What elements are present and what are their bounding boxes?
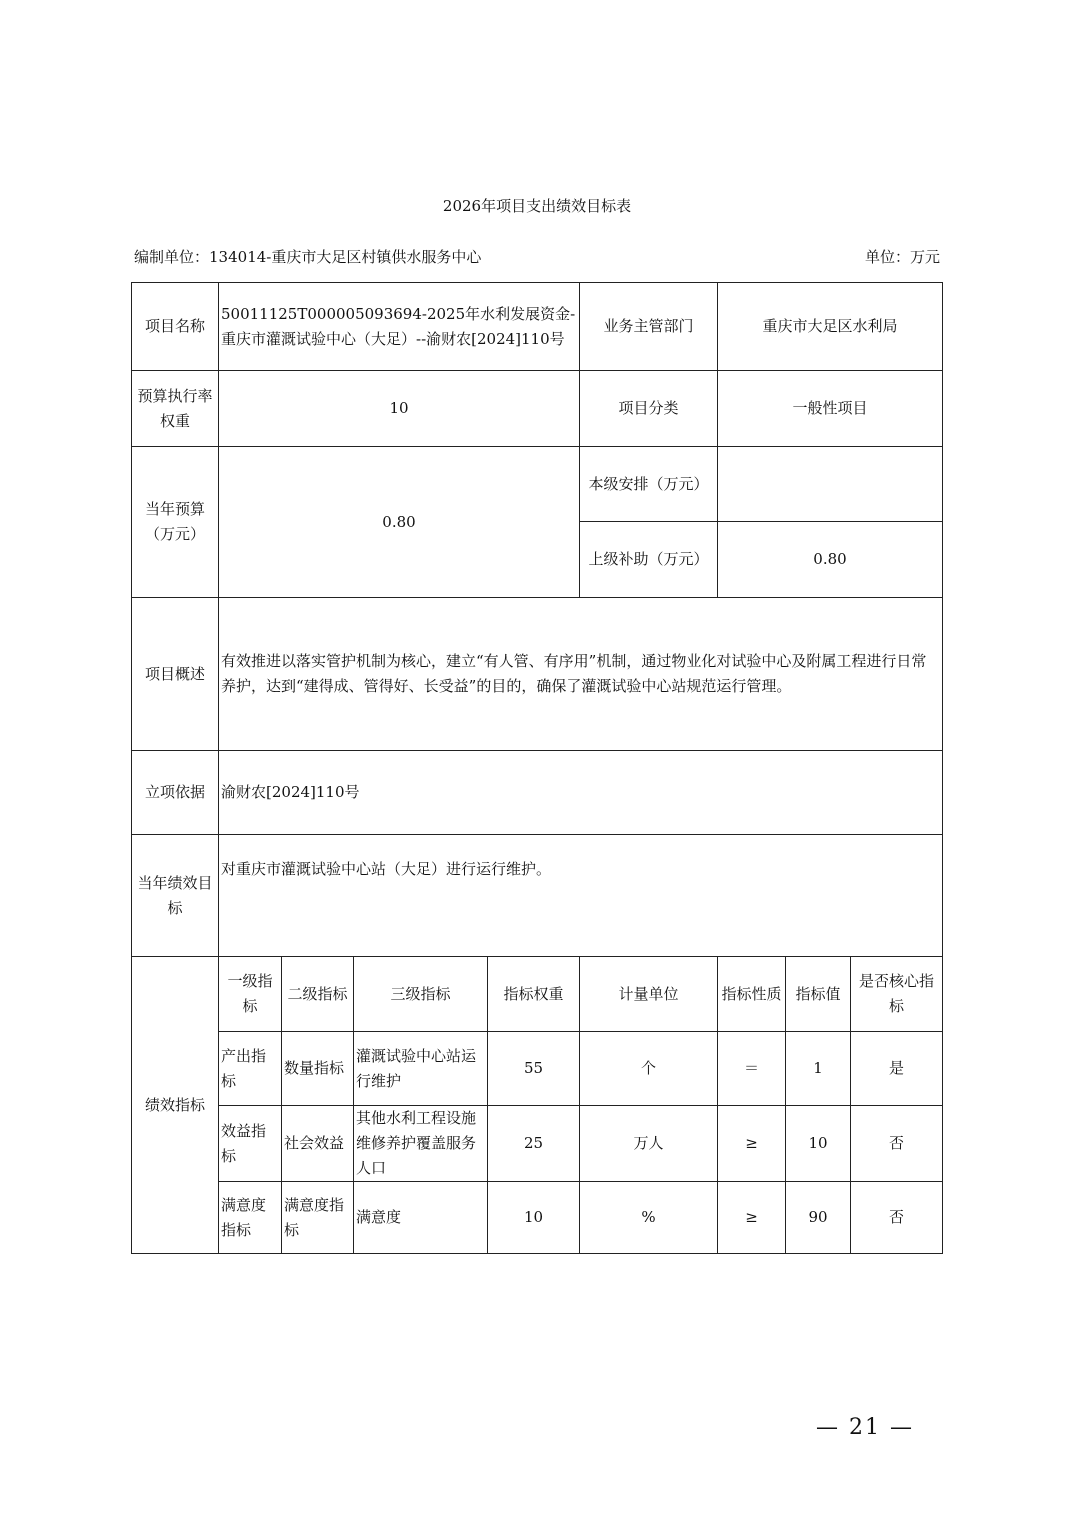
core: 否 bbox=[851, 1106, 943, 1182]
unit-label: 单位：万元 bbox=[864, 248, 940, 266]
nature: ≥ bbox=[718, 1106, 786, 1182]
local-value bbox=[718, 447, 943, 522]
header-level2: 二级指标 bbox=[282, 957, 354, 1032]
header-level1: 一级指标 bbox=[219, 957, 282, 1032]
dept-label: 业务主管部门 bbox=[580, 283, 718, 371]
level2: 社会效益 bbox=[282, 1106, 354, 1182]
subsidy-value: 0.80 bbox=[718, 522, 943, 598]
indicator-row bbox=[132, 1032, 943, 1106]
document-title: 2026年项目支出绩效目标表 bbox=[442, 197, 632, 215]
level2: 数量指标 bbox=[282, 1032, 354, 1106]
prepared-by-label: 编制单位： bbox=[134, 248, 210, 266]
unit: 个 bbox=[580, 1032, 718, 1106]
unit: % bbox=[580, 1182, 718, 1254]
weight: 25 bbox=[488, 1106, 580, 1182]
overview-label: 项目概述 bbox=[132, 598, 219, 751]
basis-label: 立项依据 bbox=[132, 751, 219, 835]
overview-value: 有效推进以落实管护机制为核心，建立“有人管、有序用”机制，通过物业化对试验中心及附属工程进行日常养护，达到“建得成、管得好、长受益”的目的，确保了灌溉试验中心站规范运行管理。 bbox=[219, 598, 943, 751]
header-unit: 计量单位 bbox=[580, 957, 718, 1032]
exec-weight-label: 预算执行率权重 bbox=[132, 371, 219, 447]
level2: 满意度指标 bbox=[282, 1182, 354, 1254]
dept-value: 重庆市大足区水利局 bbox=[718, 283, 943, 371]
nature: ≥ bbox=[718, 1182, 786, 1254]
nature: ＝ bbox=[718, 1032, 786, 1106]
header-weight: 指标权重 bbox=[488, 957, 580, 1032]
core: 否 bbox=[851, 1182, 943, 1254]
value: 90 bbox=[786, 1182, 851, 1254]
level3: 其他水利工程设施维修养护覆盖服务人口 bbox=[354, 1106, 488, 1182]
level3: 灌溉试验中心站运行维护 bbox=[354, 1032, 488, 1106]
header-info bbox=[134, 246, 940, 267]
header-core: 是否核心指标 bbox=[851, 957, 943, 1032]
page-number: — 21 — bbox=[816, 1415, 914, 1440]
level3: 满意度 bbox=[354, 1182, 488, 1254]
header-nature: 指标性质 bbox=[718, 957, 786, 1032]
value: 1 bbox=[786, 1032, 851, 1106]
local-label: 本级安排（万元） bbox=[580, 447, 718, 522]
budget-label: 当年预算（万元） bbox=[132, 447, 219, 598]
subsidy-label: 上级补助（万元） bbox=[580, 522, 718, 598]
basis-value: 渝财农[2024]110号 bbox=[219, 751, 943, 835]
goal-value: 对重庆市灌溉试验中心站（大足）进行运行维护。 bbox=[219, 835, 943, 957]
budget-value: 0.80 bbox=[219, 447, 580, 598]
goal-label: 当年绩效目标 bbox=[132, 835, 219, 957]
unit: 万人 bbox=[580, 1106, 718, 1182]
performance-table bbox=[131, 282, 943, 1254]
header-value: 指标值 bbox=[786, 957, 851, 1032]
project-name-label: 项目名称 bbox=[132, 283, 219, 371]
prepared-by: 134014-重庆市大足区村镇供水服务中心 bbox=[209, 248, 482, 266]
weight: 10 bbox=[488, 1182, 580, 1254]
level1: 满意度指标 bbox=[219, 1182, 282, 1254]
level1: 产出指标 bbox=[219, 1032, 282, 1106]
header-level3: 三级指标 bbox=[354, 957, 488, 1032]
core: 是 bbox=[851, 1032, 943, 1106]
value: 10 bbox=[786, 1106, 851, 1182]
indicators-section-label: 绩效指标 bbox=[132, 957, 219, 1254]
indicator-row bbox=[132, 1182, 943, 1254]
exec-weight-value: 10 bbox=[219, 371, 580, 447]
level1: 效益指标 bbox=[219, 1106, 282, 1182]
project-name-value: 50011125T000005093694-2025年水利发展资金-重庆市灌溉试验中心（大足）--渝财农[2024]110号 bbox=[219, 283, 580, 371]
indicator-row bbox=[132, 1106, 943, 1182]
category-value: 一般性项目 bbox=[718, 371, 943, 447]
weight: 55 bbox=[488, 1032, 580, 1106]
category-label: 项目分类 bbox=[580, 371, 718, 447]
